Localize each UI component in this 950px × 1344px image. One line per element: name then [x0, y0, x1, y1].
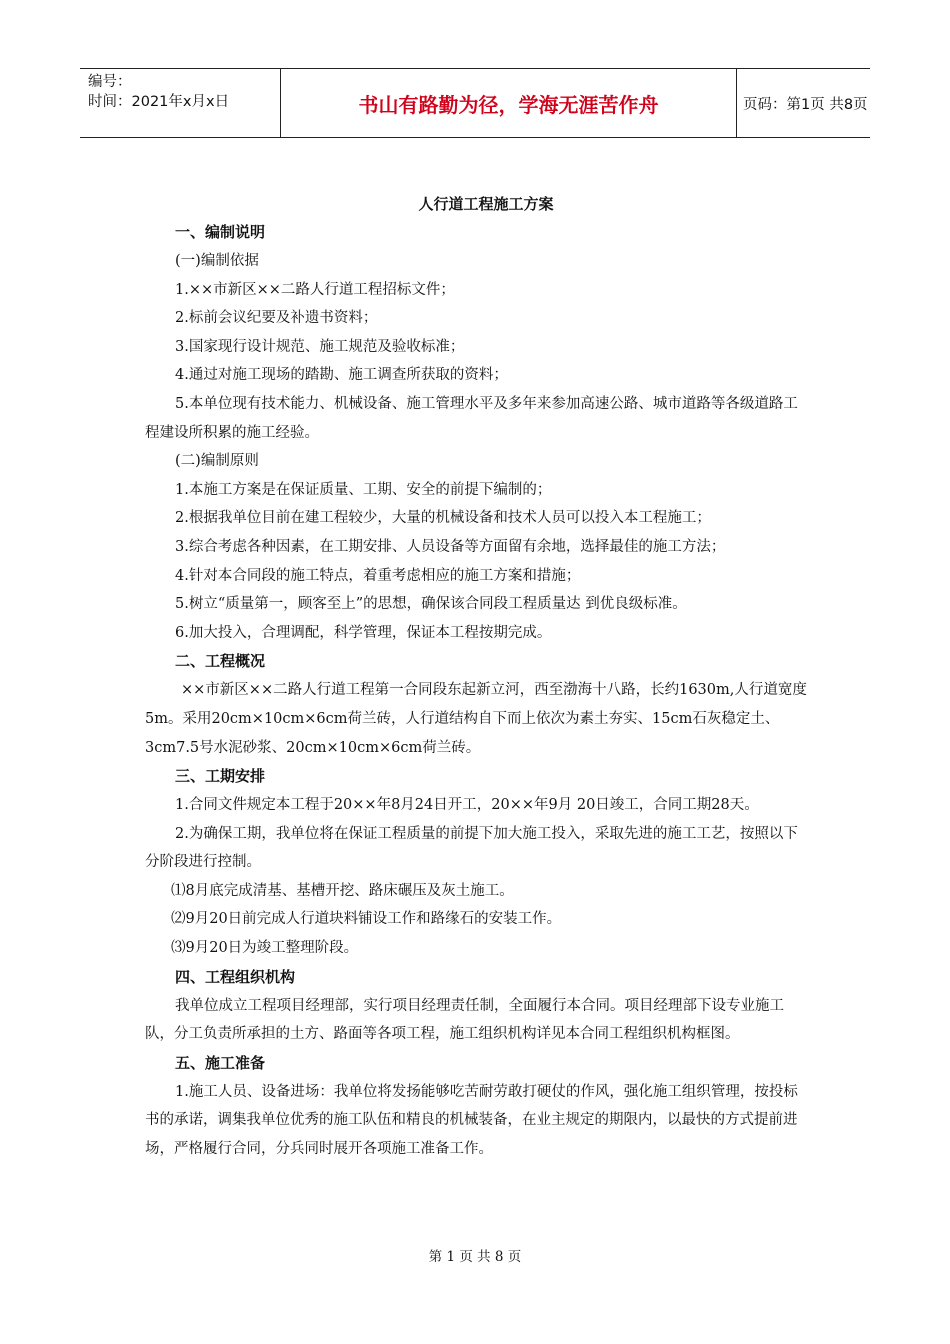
section-heading-5: 五、施工准备 [175, 1053, 266, 1072]
document-title: 人行道工程施工方案 [418, 195, 554, 213]
page-header [80, 68, 870, 138]
list-item: 6.加大投入，合理调配，科学管理，保证本工程按期完成。 [175, 624, 552, 641]
section-heading-4: 四、工程组织机构 [175, 967, 296, 986]
list-item: 3.国家现行设计规范、施工规范及验收标准； [175, 338, 465, 355]
page-footer: 第 1 页 共 8 页 [428, 1249, 522, 1265]
subheading-basis: (一)编制依据 [175, 253, 259, 269]
section-heading-3: 三、工期安排 [175, 767, 266, 786]
list-item: 2.标前会议纪要及补遗书资料； [175, 310, 378, 327]
list-item: 5.树立“质量第一，顾客至上”的思想，确保该合同段工程质量达 到优良级标准。 [175, 596, 687, 613]
preparation-paragraph: 1.施工人员、设备进场：我单位将发扬能够吃苦耐劳敢打硬仗的作风，强化施工组织管理，按投标书的承诺，调集我单位优秀的施工队伍和精良的机械装备，在业主规定的期限内，以最快的方式提前进场，严格履行合同，分兵同时展开各项施工准备工作。 [145, 1083, 798, 1158]
list-item: 4.针对本合同段的施工特点，着重考虑相应的施工方案和措施； [175, 567, 581, 584]
list-item: 1.本施工方案是在保证质量、工期、安全的前提下编制的； [175, 481, 552, 498]
subheading-principles: (二)编制原则 [175, 453, 259, 470]
section-heading-1: 一、编制说明 [175, 223, 266, 241]
organization-paragraph: 我单位成立工程项目经理部，实行项目经理责任制，全面履行本合同。项目经理部下设专业施工队，分工负责所承担的土方、路面等各项工程，施工组织机构详见本合同工程组织机构框图。 [145, 997, 784, 1043]
list-item: 4.通过对施工现场的踏勘、施工调查所获取的资料； [175, 367, 508, 384]
header-motto: 书山有路勤为径，学海无涯苦作舟 [280, 69, 737, 137]
schedule-paragraph-2: 2.为确保工期，我单位将在保证工程质量的前提下加大施工投入，采取先进的施工工艺，按照以下分阶段进行控制。 [145, 825, 798, 871]
phase-item: ⑵9月20日前完成人行道块料铺设工作和路缘石的安装工作。 [171, 911, 562, 928]
list-item: 5.本单位现有技术能力、机械设备、施工管理水平及多年来参加高速公路、城市道路等各级道路工程建设所积累的施工经验。 [145, 395, 798, 441]
number-label: 编号： [88, 74, 132, 90]
section-heading-2: 二、工程概况 [175, 652, 266, 671]
time-label: 时间：2021年x月x日 [88, 94, 230, 110]
header-page-label: 页码：第1页 共8页 [743, 96, 868, 113]
list-item: 1.××市新区××二路人行道工程招标文件； [175, 281, 455, 298]
phase-item: ⑴8月底完成清基、基槽开挖、路床碾压及灰土施工。 [171, 882, 514, 899]
list-item: 2.根据我单位目前在建工程较少，大量的机械设备和技术人员可以投入本工程施工； [175, 510, 711, 527]
header-meta [80, 69, 280, 137]
overview-paragraph: ××市新区××二路人行道工程第一合同段东起新立河，西至渤海十八路，长约1630m,人行道宽度5m。采用20cm×10cm×6cm荷兰砖，人行道结构自下而上依次为素土夯实、15cm石灰稳定土、3cm7.5号水泥砂浆、20cm×10cm×6cm荷兰砖。 [145, 682, 807, 756]
phase-item: ⑶9月20日为竣工整理阶段。 [171, 940, 359, 957]
list-item: 3.综合考虑各种因素，在工期安排、人员设备等方面留有余地，选择最佳的施工方法； [175, 538, 726, 555]
schedule-paragraph-1: 1.合同文件规定本工程于20××年8月24日开工，20××年9月 20日竣工，合同工期28天。 [175, 797, 759, 814]
document-body [145, 190, 810, 1164]
